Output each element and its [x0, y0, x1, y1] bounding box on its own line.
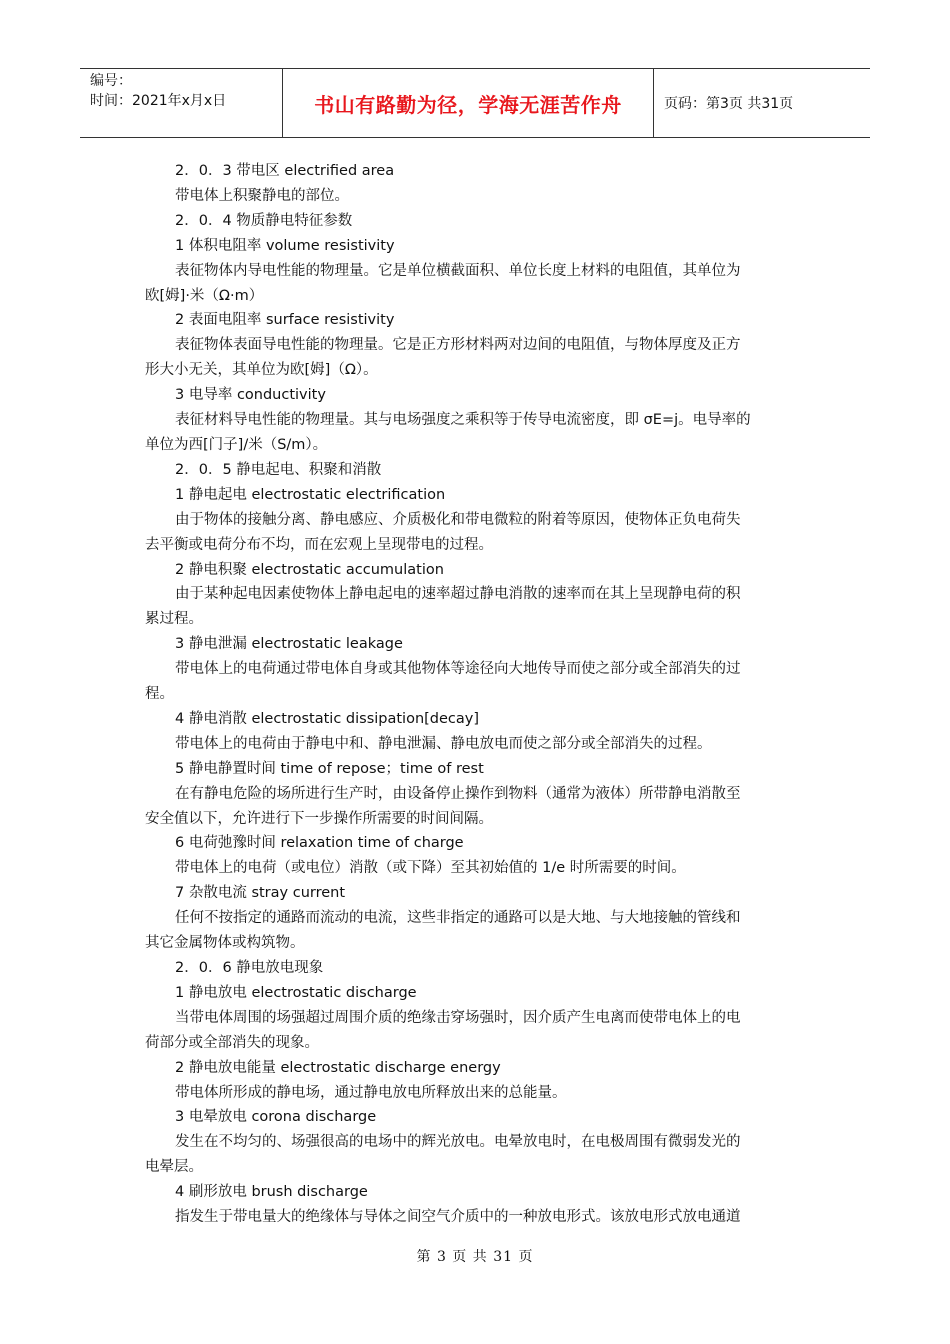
header-meta [80, 69, 283, 137]
body-line: 由于某种起电因素使物体上静电起电的速率超过静电消散的速率而在其上呈现静电荷的积 [175, 586, 741, 603]
body-line: 2 静电放电能量 electrostatic discharge energy [175, 1059, 501, 1076]
body-line: 荷部分或全部消失的现象。 [145, 1034, 319, 1051]
body-line: 3 电导率 conductivity [175, 387, 326, 404]
body-line: 5 静电静置时间 time of repose；time of rest [175, 760, 484, 777]
body-line: 单位为西[门子]/米（S/m）。 [145, 436, 328, 453]
body-line: 表征材料导电性能的物理量。其与电场强度之乘积等于传导电流密度，即 σE=j。电导率的 [175, 412, 751, 429]
body-line: 任何不按指定的通路而流动的电流，这些非指定的通路可以是大地、与大地接触的管线和 [175, 910, 741, 927]
body-line: 安全值以下，允许进行下一步操作所需要的时间间隔。 [145, 810, 493, 827]
body-line: 1 体积电阻率 volume resistivity [175, 237, 395, 254]
body-line: 欧[姆]·米（Ω·m） [145, 287, 264, 304]
body-line: 3 电晕放电 corona discharge [175, 1109, 377, 1126]
date-line: 时间：2021年x月x日 [90, 93, 227, 109]
body-line: 带电体上的电荷由于静电中和、静电泄漏、静电放电而使之部分或全部消失的过程。 [175, 735, 712, 752]
page-footer: 第 3 页 共 31 页 [416, 1249, 534, 1265]
body-line: 4 静电消散 electrostatic dissipation[decay] [175, 710, 480, 727]
body-line: 形大小无关，其单位为欧[姆]（Ω）。 [145, 362, 378, 379]
body-line: 带电体上的电荷通过带电体自身或其他物体等途径向大地传导而使之部分或全部消失的过 [175, 661, 741, 678]
body-line: 在有静电危险的场所进行生产时，由设备停止操作到物料（通常为液体）所带静电消散至 [175, 785, 741, 802]
body-line: 2．0．6 静电放电现象 [175, 960, 324, 976]
body-line: 7 杂散电流 stray current [175, 885, 346, 902]
body-line: 累过程。 [145, 611, 203, 628]
body-line: 带电体上积聚静电的部位。 [175, 187, 349, 204]
body-line: 2 静电积聚 electrostatic accumulation [175, 561, 444, 578]
body-line: 6 电荷弛豫时间 relaxation time of charge [175, 835, 464, 852]
body-line: 4 刷形放电 brush discharge [175, 1184, 368, 1201]
body-line: 带电体上的电荷（或电位）消散（或下降）至其初始值的 1/e 时所需要的时间。 [175, 860, 686, 877]
body-line: 去平衡或电荷分布不均，而在宏观上呈现带电的过程。 [145, 536, 493, 553]
body-line: 程。 [145, 686, 174, 703]
body-line: 2．0．3 带电区 electrified area [175, 163, 395, 179]
body-line: 表征物体表面导电性能的物理量。它是正方形材料两对边间的电阻值，与物体厚度及正方 [175, 337, 741, 354]
body-line: 带电体所形成的静电场，通过静电放电所释放出来的总能量。 [175, 1084, 567, 1101]
body-line: 当带电体周围的场强超过周围介质的绝缘击穿场强时，因介质产生电离而使带电体上的电 [175, 1009, 741, 1026]
body-line: 由于物体的接触分离、静电感应、介质极化和带电微粒的附着等原因，使物体正负电荷失 [175, 511, 741, 528]
body-line: 2．0．5 静电起电、积聚和消散 [175, 461, 382, 478]
body-line: 表征物体内导电性能的物理量。它是单位横截面积、单位长度上材料的电阻值，其单位为 [175, 262, 741, 279]
body-line: 1 静电起电 electrostatic electrification [175, 486, 446, 503]
body-line: 其它金属物体或构筑物。 [145, 935, 305, 952]
body-line: 电晕层。 [145, 1159, 203, 1176]
body-line: 2 表面电阻率 surface resistivity [175, 312, 395, 329]
body-line: 1 静电放电 electrostatic discharge [175, 984, 417, 1001]
body-line: 3 静电泄漏 electrostatic leakage [175, 636, 403, 653]
header-page-info: 页码：第3页 共31页 [664, 96, 794, 112]
document-body [145, 159, 805, 1230]
number-label: 编号： [90, 73, 132, 89]
body-line: 2．0．4 物质静电特征参数 [175, 212, 353, 229]
body-line: 指发生于带电量大的绝缘体与导体之间空气介质中的一种放电形式。该放电形式放电通道 [175, 1209, 741, 1226]
body-line: 发生在不均匀的、场强很高的电场中的辉光放电。电晕放电时，在电极周围有微弱发光的 [175, 1134, 741, 1151]
page-header [80, 68, 870, 138]
header-motto: 书山有路勤为径，学海无涯苦作舟 [283, 69, 654, 137]
